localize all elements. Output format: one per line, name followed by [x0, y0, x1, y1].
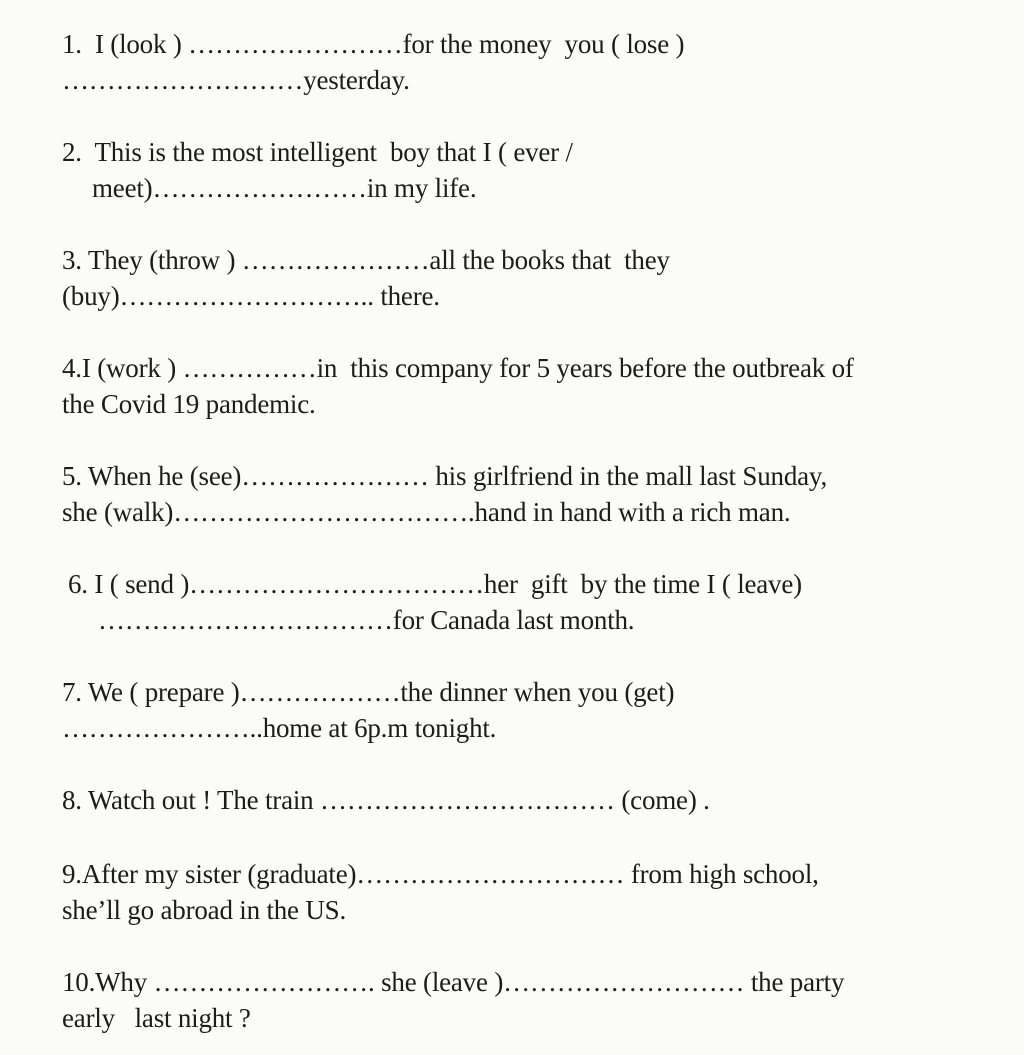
exercise-5-line-2: she (walk)…………………………….hand in hand with a rich man. [62, 497, 791, 527]
exercise-8 [62, 782, 1002, 818]
exercise-7-line-1: 7. We ( prepare )………………the dinner when you (get) [62, 677, 675, 707]
exercise-1 [62, 26, 1002, 98]
exercise-2 [62, 134, 1002, 206]
exercise-1-line-2: ………………………yesterday. [62, 65, 410, 95]
exercise-4-line-1: 4.I (work ) ……………in this company for 5 years before the outbreak of [62, 353, 854, 383]
exercise-9-line-2: she’ll go abroad in the US. [62, 895, 347, 925]
exercise-8-line-1: 8. Watch out ! The train …………………………… (come) . [62, 785, 710, 815]
exercise-6-line-2: ……………………………for Canada last month. [98, 605, 635, 635]
exercise-10-line-2: early last night ? [62, 1003, 251, 1033]
exercise-6 [68, 566, 1008, 638]
exercise-3 [62, 242, 1002, 314]
exercise-9 [62, 856, 1002, 928]
exercise-7-line-2: …………………..home at 6p.m tonight. [62, 713, 497, 743]
exercise-6-line-1: 6. I ( send )……………………………her gift by the time I ( leave) [68, 569, 802, 599]
exercise-2-line-2: meet)……………………in my life. [92, 173, 477, 203]
exercise-4 [62, 350, 1002, 422]
exercise-3-line-1: 3. They (throw ) …………………all the books that they [62, 245, 670, 275]
exercise-5-line-1: 5. When he (see)………………… his girlfriend in the mall last Sunday, [62, 461, 828, 491]
exercise-2-line-1: 2. This is the most intelligent boy that I ( ever / [62, 137, 573, 167]
exercise-5 [62, 458, 1002, 530]
exercise-4-line-2: the Covid 19 pandemic. [62, 389, 316, 419]
exercise-10-line-1: 10.Why ……………………. she (leave )……………………… the party [62, 967, 845, 997]
exercise-10 [62, 964, 1002, 1036]
exercise-9-line-1: 9.After my sister (graduate)………………………… from high school, [62, 859, 819, 889]
exercise-1-line-1: 1. I (look ) ……………………for the money you ( lose ) [62, 29, 685, 59]
exercise-3-line-2: (buy)……………………….. there. [62, 281, 440, 311]
exercise-7 [62, 674, 1002, 746]
